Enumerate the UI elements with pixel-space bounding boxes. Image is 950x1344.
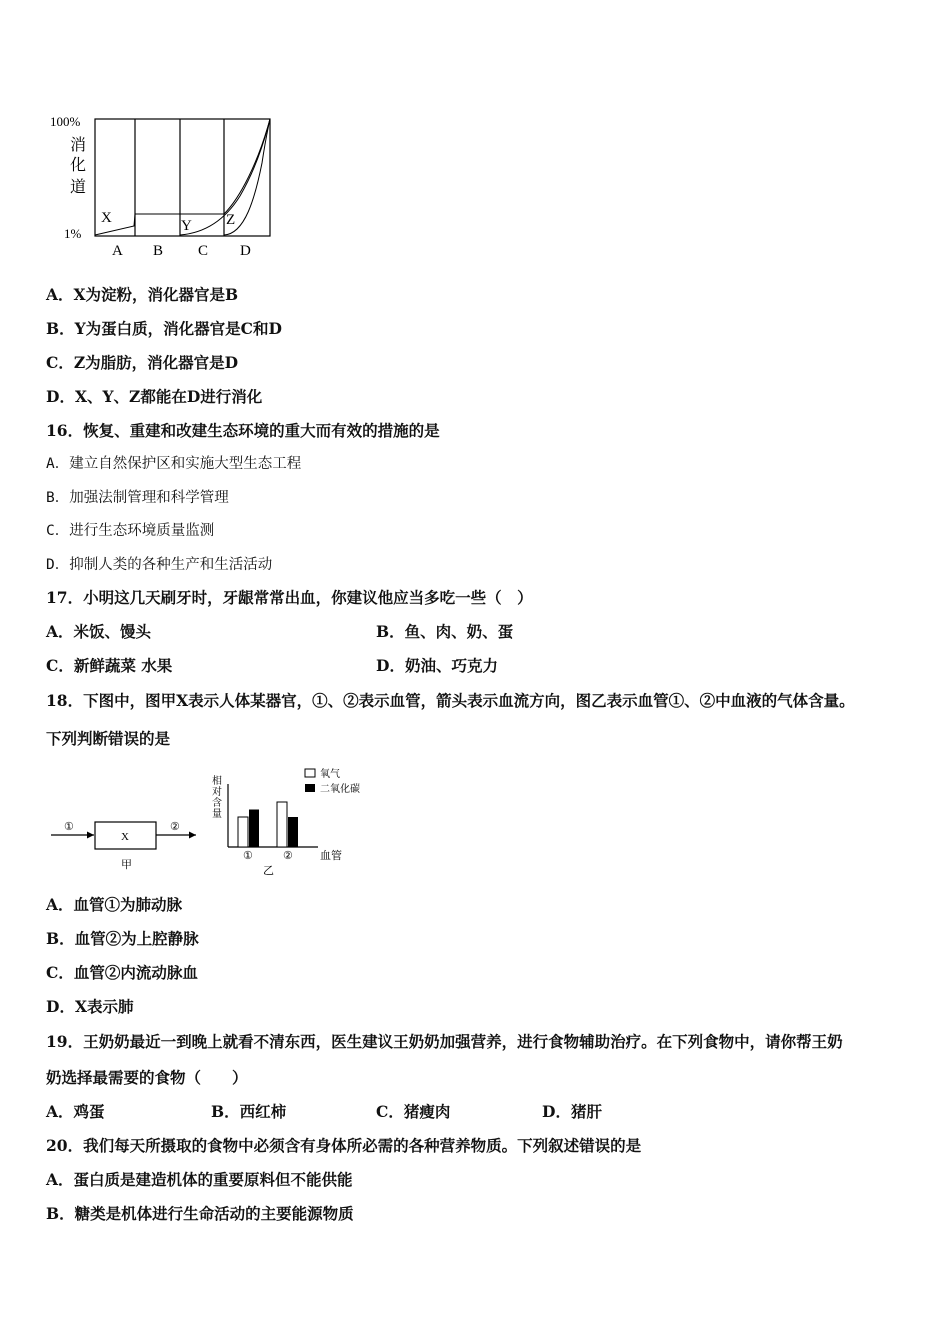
digestion-chart <box>40 108 285 263</box>
jia-caption: 甲 <box>121 859 132 871</box>
legend-label-oxygen: 氧气 <box>320 769 340 780</box>
yi-x-tick: ① <box>243 850 253 862</box>
q18-stem-line1: 18．下图中，图甲X表示人体某器官，①、②表示血管，箭头表示血流方向，图乙表示血管①、②中血液的气体含量。 <box>46 691 855 710</box>
jia-vessel-label-out: ② <box>170 821 180 833</box>
y-axis-label-char: 道 <box>70 179 87 196</box>
organ-x-label: X <box>121 831 129 843</box>
q20-stem: 20．我们每天所摄取的食物中必须含有身体所必需的各种营养物质。下列叙述错误的是 <box>46 1136 642 1155</box>
legend-swatch-co2 <box>305 784 315 792</box>
bar-oxygen-vessel_1 <box>238 817 248 847</box>
x-tick-label: A <box>112 243 123 259</box>
q18-option-c: C．血管②内流动脉血 <box>46 963 198 982</box>
curve-y <box>180 119 270 235</box>
curve-label-z: Z <box>226 212 236 228</box>
yi-x-axis-label: 血管 <box>320 850 342 862</box>
y-axis-label-char: 化 <box>70 157 87 174</box>
q19-option-a: A．鸡蛋 <box>46 1102 105 1121</box>
y-axis-label-char: 消 <box>70 137 87 154</box>
q17-option-c: C．新鲜蔬菜 水果 <box>46 656 173 675</box>
x-tick-label: C <box>198 243 209 259</box>
yi-y-label-char: 相 <box>212 776 222 787</box>
outflow-arrowhead <box>189 832 196 839</box>
curve-label-y: Y <box>181 218 192 234</box>
x-tick-label: D <box>240 243 251 259</box>
bar-oxygen-vessel_2 <box>277 802 287 847</box>
q19-option-c: C．猪瘦肉 <box>376 1102 451 1121</box>
q20-option-a: A．蛋白质是建造机体的重要原料但不能供能 <box>46 1170 353 1189</box>
q15-option-a: A．X为淀粉，消化器官是B <box>46 285 239 304</box>
yi-x-tick: ② <box>283 850 293 862</box>
q18-stem-line2: 下列判断错误的是 <box>46 729 171 748</box>
y-bottom-label: 1% <box>64 226 82 241</box>
q16-option-b: B．加强法制管理和科学管理 <box>46 490 229 506</box>
q17-stem: 17．小明这几天刷牙时，牙龈常常出血，你建议他应当多吃一些（ ） <box>46 588 533 607</box>
yi-y-label-char: 量 <box>212 809 222 820</box>
yi-y-label-char: 含 <box>212 798 222 809</box>
q17-option-d: D．奶油、巧克力 <box>376 656 498 675</box>
legend-swatch-oxygen <box>305 769 315 777</box>
q17-option-a: A．米饭、馒头 <box>46 622 152 641</box>
q18-option-b: B．血管②为上腔静脉 <box>46 929 199 948</box>
q18-option-d: D．X表示肺 <box>46 997 134 1016</box>
q16-option-d: D．抑制人类的各种生产和生活活动 <box>46 557 273 573</box>
q20-option-b: B．糖类是机体进行生命活动的主要能源物质 <box>46 1204 354 1223</box>
legend-label-co2: 二氧化碳 <box>320 784 360 795</box>
q16-stem: 16．恢复、重建和改建生态环境的重大而有效的措施的是 <box>46 421 440 440</box>
q16-option-c: C．进行生态环境质量监测 <box>46 523 215 539</box>
q15-option-d: D．X、Y、Z都能在D进行消化 <box>46 387 263 406</box>
q19-option-d: D．猪肝 <box>542 1102 602 1121</box>
blood-vessel-figure <box>46 766 386 878</box>
q16-option-a: A．建立自然保护区和实施大型生态工程 <box>46 456 302 472</box>
q19-stem-line2: 奶选择最需要的食物（ ） <box>46 1068 248 1087</box>
q15-option-c: C．Z为脂肪，消化器官是D <box>46 353 239 372</box>
q17-option-b: B．鱼、肉、奶、蛋 <box>376 622 514 641</box>
curve-label-x: X <box>101 210 112 226</box>
q15-option-b: B．Y为蛋白质，消化器官是C和D <box>46 319 282 338</box>
q19-option-b: B．西红柿 <box>211 1102 287 1121</box>
inflow-arrowhead <box>87 832 94 839</box>
jia-vessel-label-in: ① <box>64 821 74 833</box>
bar-co2-vessel_2 <box>288 817 298 847</box>
yi-y-label-char: 对 <box>212 787 222 798</box>
bar-co2-vessel_1 <box>249 810 259 848</box>
q19-stem-line1: 19．王奶奶最近一到晚上就看不清东西，医生建议王奶奶加强营养，进行食物辅助治疗。在下列食物中，请你帮王奶 <box>46 1032 843 1051</box>
x-tick-label: B <box>153 243 164 259</box>
yi-caption: 乙 <box>263 865 274 877</box>
y-top-label: 100% <box>50 114 81 129</box>
q18-option-a: A．血管①为肺动脉 <box>46 895 183 914</box>
